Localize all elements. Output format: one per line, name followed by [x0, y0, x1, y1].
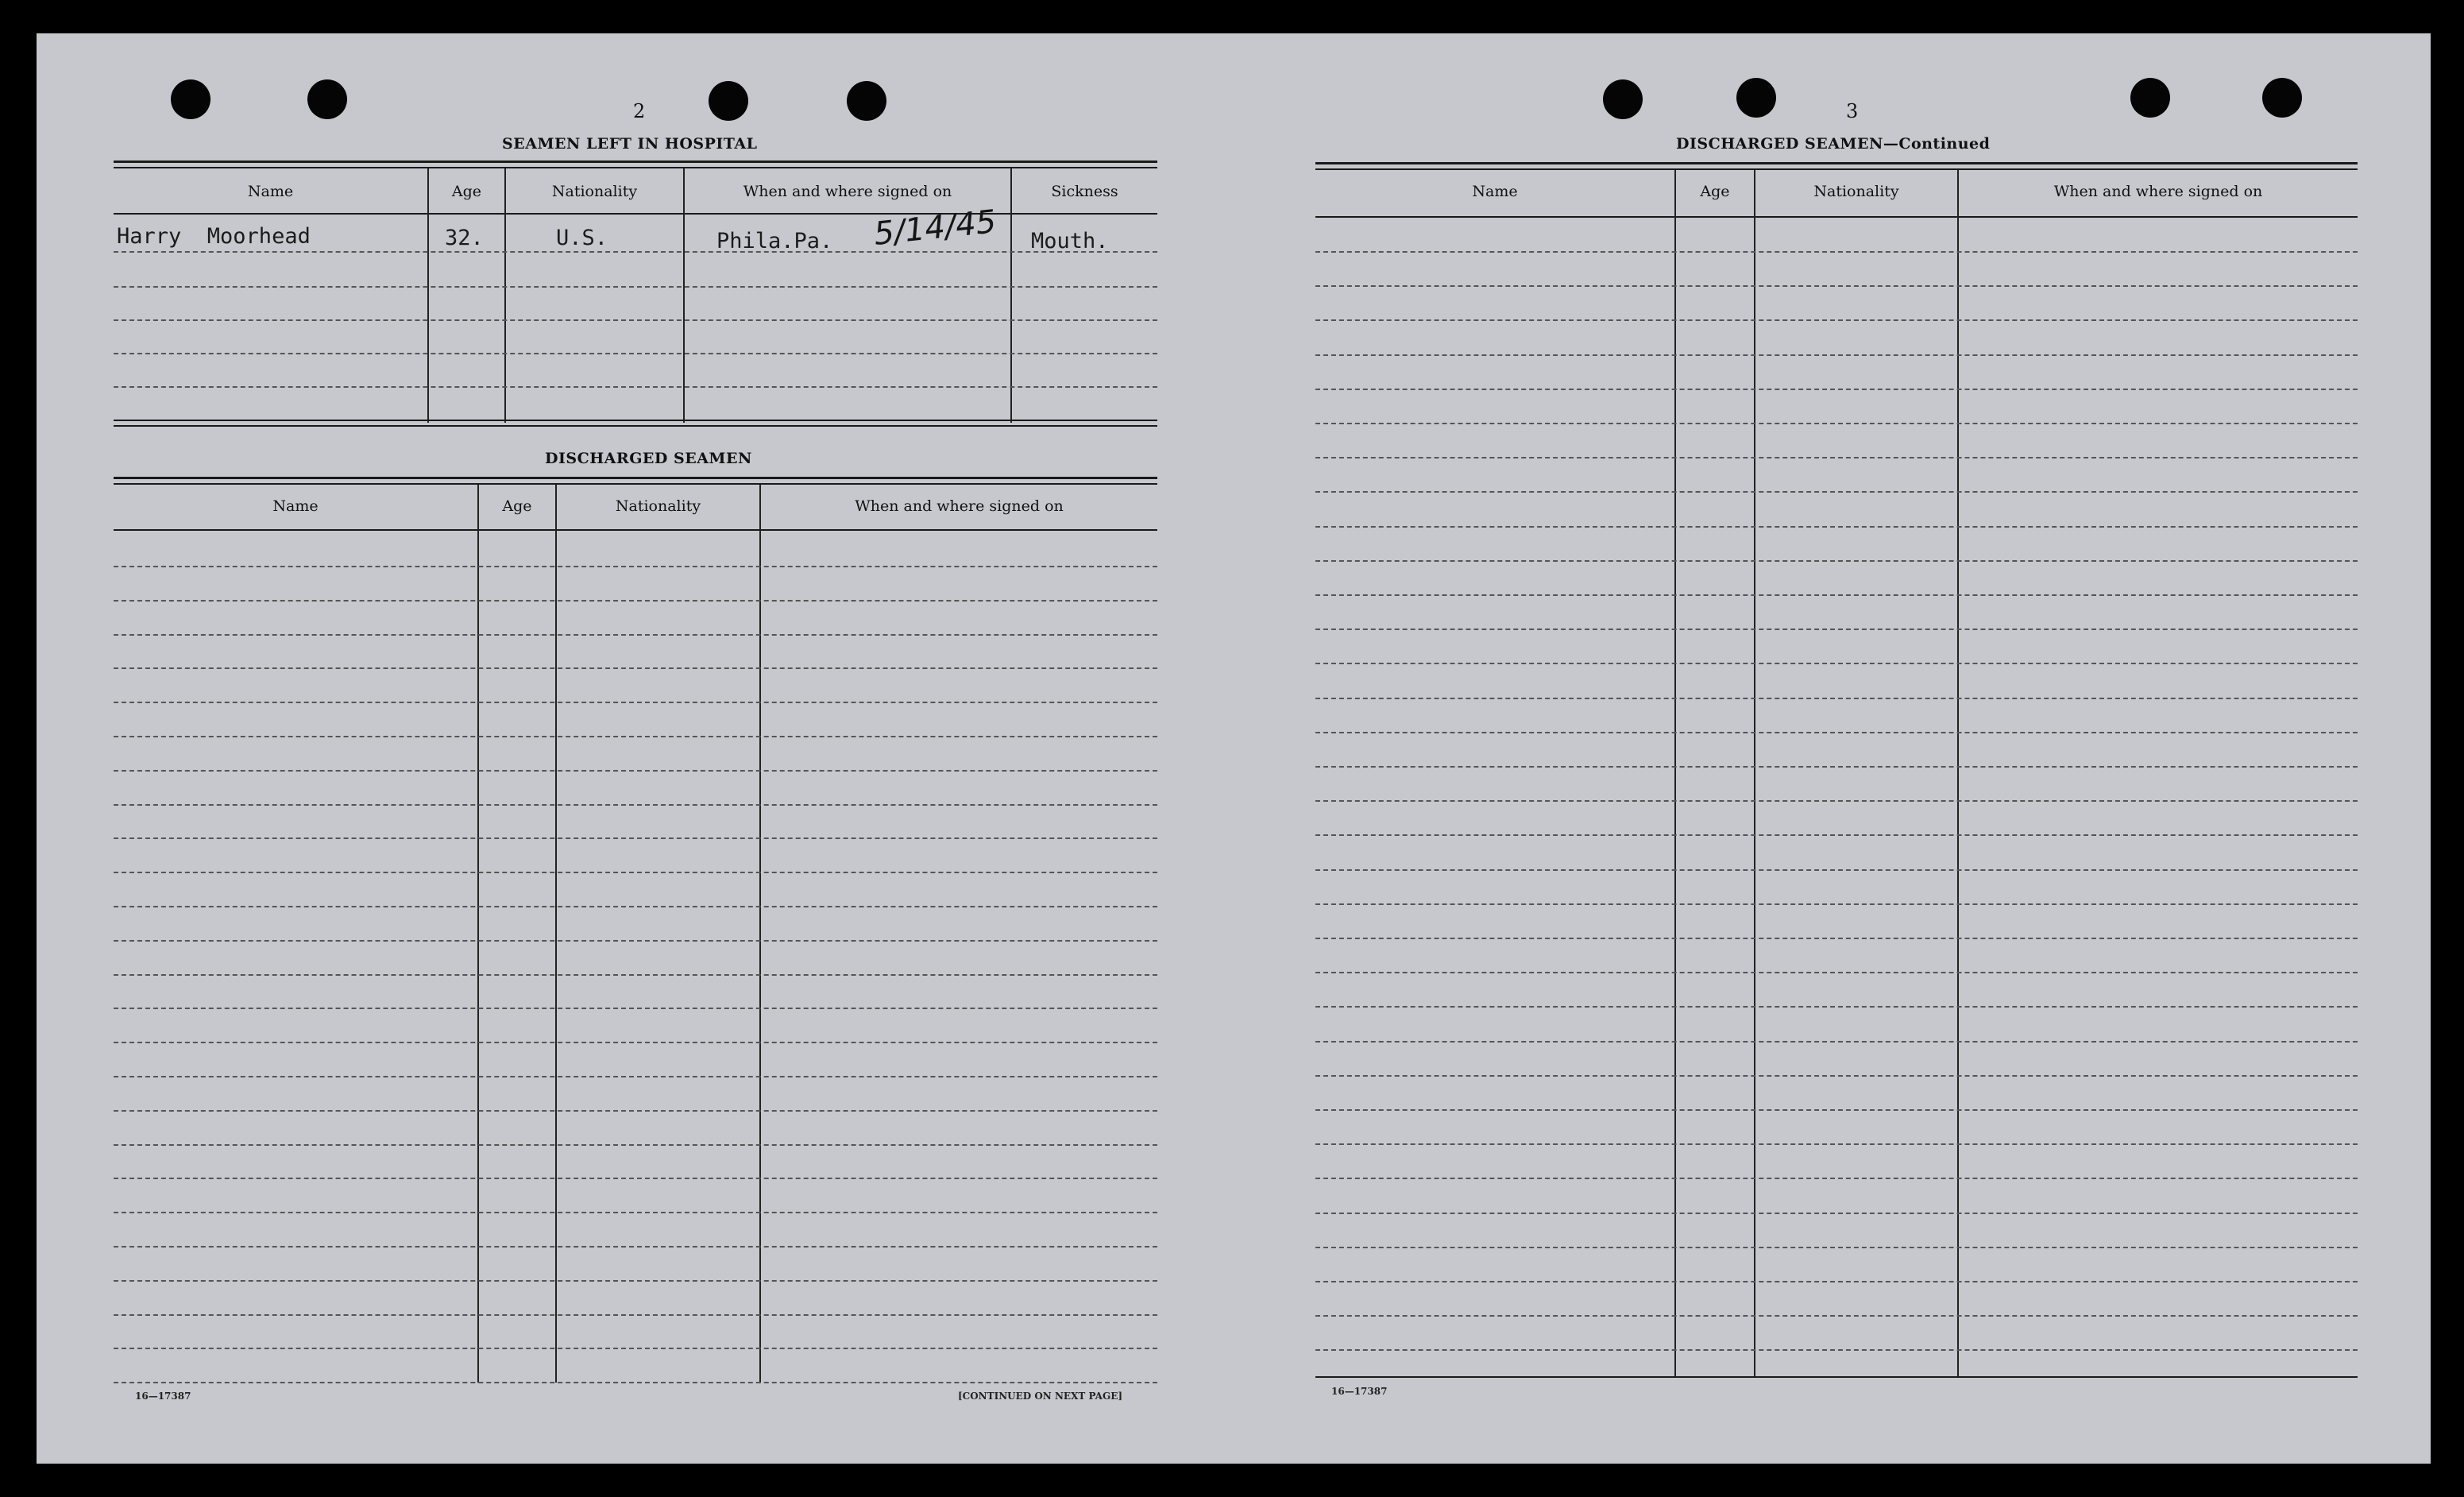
- row-line: [1315, 354, 2358, 356]
- row-line: [1315, 594, 2358, 596]
- col-header-name: Name: [1472, 183, 1518, 200]
- row-line: [114, 353, 1157, 354]
- row-line: [1315, 629, 2358, 630]
- row-line: [1315, 1178, 2358, 1179]
- row-line: [114, 804, 1157, 806]
- hospital-entry-age: 32.: [445, 226, 484, 250]
- row-line: [114, 974, 1157, 976]
- scanned-form-sheet: [37, 33, 2431, 1464]
- row-line: [1315, 1075, 2358, 1077]
- row-line: [114, 286, 1157, 288]
- table-top-rule: [114, 477, 1157, 479]
- row-line: [114, 1144, 1157, 1146]
- hospital-entry-signed-on: Phila.Pa.: [716, 229, 833, 253]
- row-line: [1315, 389, 2358, 390]
- row-line: [1315, 698, 2358, 699]
- punch-hole: [2130, 78, 2170, 118]
- page-number-left: 2: [633, 100, 646, 122]
- row-line: [114, 634, 1157, 636]
- column-divider: [759, 485, 761, 1383]
- col-header-nationality: Nationality: [1813, 183, 1899, 200]
- row-line: [114, 837, 1157, 839]
- table-top-rule: [1315, 162, 2358, 164]
- page-number-right: 3: [1846, 100, 1859, 122]
- row-line: [114, 1110, 1157, 1112]
- col-header-name: Name: [247, 183, 294, 200]
- col-header-nationality: Nationality: [615, 497, 701, 515]
- hospital-entry-sickness: Mouth.: [1031, 229, 1109, 253]
- row-line: [114, 1008, 1157, 1009]
- col-header-age: Age: [1700, 183, 1730, 200]
- row-line: [114, 702, 1157, 703]
- punch-hole: [171, 79, 210, 119]
- row-line: [1315, 938, 2358, 939]
- row-line: [114, 319, 1157, 321]
- row-line: [114, 736, 1157, 737]
- row-line: [114, 600, 1157, 602]
- row-line: [114, 1382, 1157, 1383]
- hospital-entry-date-handwritten: 5/14/45: [872, 203, 998, 253]
- table-top-rule: [1315, 168, 2358, 170]
- row-line: [1315, 903, 2358, 905]
- punch-hole: [307, 79, 347, 119]
- row-line: [1315, 285, 2358, 287]
- column-divider: [1957, 170, 1959, 1378]
- column-divider: [504, 168, 506, 423]
- table-top-rule: [114, 483, 1157, 485]
- continued-note: [CONTINUED ON NEXT PAGE]: [958, 1391, 1123, 1402]
- col-header-name: Name: [272, 497, 319, 515]
- row-line: [114, 1348, 1157, 1349]
- punch-hole: [2262, 78, 2302, 118]
- punch-hole: [1736, 78, 1776, 118]
- row-line: [1315, 732, 2358, 733]
- table-bottom-rule: [114, 420, 1157, 421]
- row-line: [1315, 1315, 2358, 1317]
- hospital-entry-nationality: U.S.: [556, 226, 608, 250]
- row-line: [1315, 251, 2358, 253]
- row-line: [1315, 1247, 2358, 1248]
- row-line: [114, 566, 1157, 567]
- row-line: [1315, 560, 2358, 562]
- table-top-rule: [114, 161, 1157, 163]
- col-header-signed-on: When and where signed on: [855, 497, 1064, 515]
- column-divider: [555, 485, 557, 1383]
- column-divider: [683, 168, 685, 423]
- punch-hole: [709, 81, 748, 121]
- row-line: [1315, 1006, 2358, 1008]
- column-divider: [1674, 170, 1676, 1378]
- col-header-nationality: Nationality: [551, 183, 638, 200]
- hospital-entry-name: Harry Moorhead: [117, 224, 311, 249]
- column-divider: [1754, 170, 1755, 1378]
- row-line: [1315, 972, 2358, 973]
- row-line: [1315, 869, 2358, 871]
- row-line: [114, 1314, 1157, 1316]
- row-line: [114, 386, 1157, 388]
- row-line: [1315, 800, 2358, 802]
- row-line: [114, 1178, 1157, 1179]
- row-line: [1315, 1143, 2358, 1145]
- row-line: [114, 1042, 1157, 1043]
- col-header-sickness: Sickness: [1051, 183, 1118, 200]
- row-line: [114, 1076, 1157, 1077]
- row-line: [114, 1212, 1157, 1213]
- header-rule: [1315, 216, 2358, 218]
- form-number-right: 16—17387: [1331, 1386, 1388, 1397]
- punch-hole: [847, 81, 886, 121]
- row-line: [114, 251, 1157, 253]
- form-number-left: 16—17387: [135, 1391, 191, 1402]
- column-divider: [477, 485, 479, 1383]
- row-line: [1315, 1281, 2358, 1282]
- row-line: [1315, 491, 2358, 493]
- col-header-signed-on: When and where signed on: [743, 183, 952, 200]
- row-line: [114, 770, 1157, 772]
- row-line: [114, 667, 1157, 669]
- row-line: [1315, 1213, 2358, 1214]
- col-header-age: Age: [451, 183, 482, 200]
- row-line: [114, 1246, 1157, 1248]
- row-line: [1315, 1041, 2358, 1042]
- row-line: [1315, 663, 2358, 664]
- column-divider: [427, 168, 429, 423]
- section-title-discharged: DISCHARGED SEAMEN: [545, 450, 752, 467]
- col-header-age: Age: [502, 497, 532, 515]
- row-line: [1315, 526, 2358, 528]
- row-line: [1315, 457, 2358, 458]
- table-top-rule: [114, 167, 1157, 168]
- section-title-hospital: SEAMEN LEFT IN HOSPITAL: [502, 135, 758, 153]
- row-line: [1315, 319, 2358, 321]
- header-rule: [114, 529, 1157, 531]
- row-line: [1315, 766, 2358, 768]
- row-line: [114, 940, 1157, 942]
- table-bottom-rule: [114, 425, 1157, 427]
- section-title-discharged-continued: DISCHARGED SEAMEN—Continued: [1676, 135, 1991, 153]
- column-divider: [1010, 168, 1012, 423]
- row-line: [1315, 1349, 2358, 1351]
- row-line: [114, 872, 1157, 873]
- col-header-signed-on: When and where signed on: [2053, 183, 2263, 200]
- row-line: [1315, 1109, 2358, 1111]
- table-bottom-rule: [1315, 1376, 2358, 1378]
- row-line: [1315, 834, 2358, 836]
- header-rule: [114, 213, 1157, 215]
- row-line: [114, 1280, 1157, 1282]
- row-line: [114, 906, 1157, 907]
- punch-hole: [1603, 79, 1643, 119]
- row-line: [1315, 423, 2358, 424]
